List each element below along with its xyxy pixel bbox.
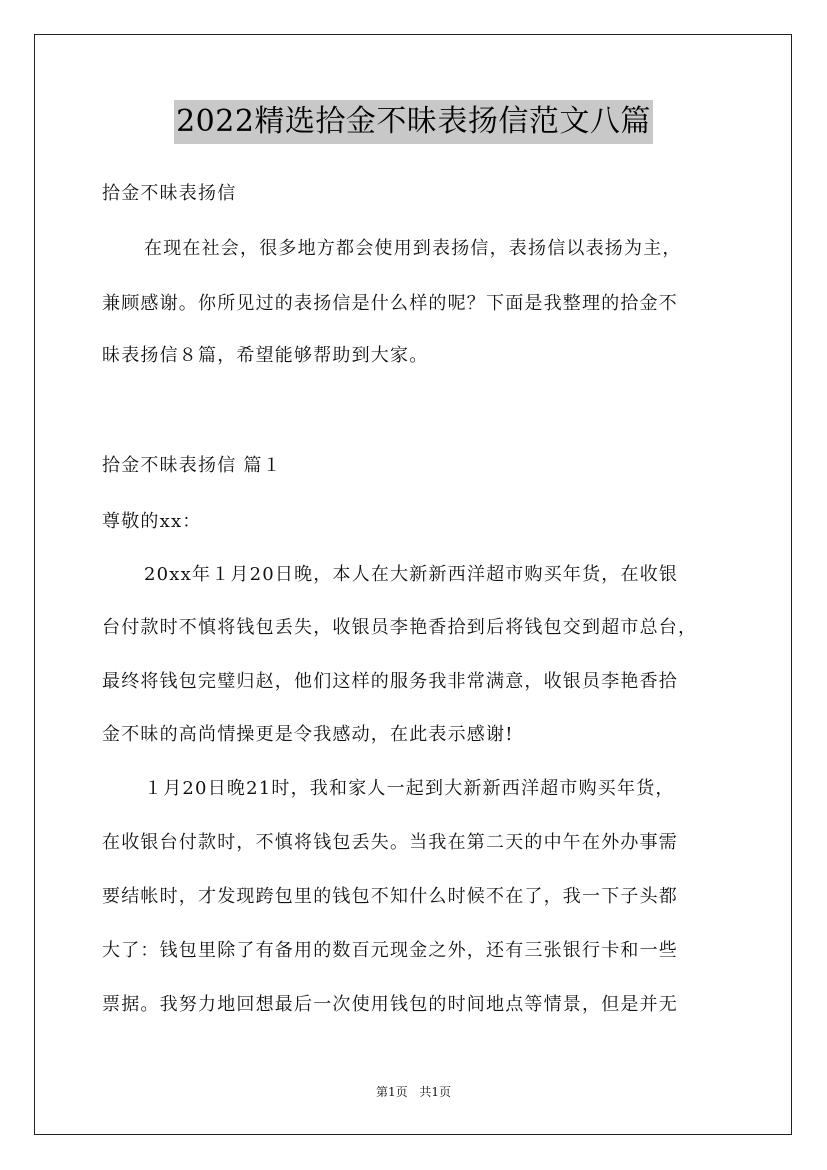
paragraph-line: 台付款时不慎将钱包丢失，收银员李艳香拾到后将钱包交到超市总台，	[102, 617, 698, 638]
letter-heading: 拾金不昧表扬信 篇１	[102, 455, 282, 476]
document-title: 2022精选拾金不昧表扬信范文八篇	[174, 100, 653, 144]
page-number: 第1页	[375, 1085, 408, 1099]
paragraph-line: 金不昧的高尚情操更是令我感动，在此表示感谢!	[102, 724, 514, 745]
paragraph-line: 票据。我努力地回想最后一次使用钱包的时间地点等情景，但是并无	[102, 994, 678, 1015]
paragraph-line: 要结帐时，才发现跨包里的钱包不知什么时候不在了，我一下子头都	[102, 886, 678, 907]
salutation: 尊敬的xx：	[102, 511, 202, 532]
paragraph-line: 最终将钱包完璧归赵，他们这样的服务我非常满意，收银员李艳香拾	[102, 671, 678, 692]
page-total: 共1页	[419, 1085, 452, 1099]
section-heading: 拾金不昧表扬信	[102, 183, 237, 204]
paragraph-line: １月20日晚21时，我和家人一起到大新新西洋超市购买年货，	[144, 778, 675, 799]
title-container	[0, 100, 827, 144]
page-footer	[0, 1083, 827, 1101]
paragraph-line: 兼顾感谢。你所见过的表扬信是什么样的呢？下面是我整理的拾金不	[102, 293, 678, 314]
paragraph-line: 在收银台付款时，不慎将钱包丢失。当我在第二天的中午在外办事需	[102, 832, 678, 853]
paragraph-line: 大了：钱包里除了有备用的数百元现金之外，还有三张银行卡和一些	[102, 940, 678, 961]
paragraph-line: 在现在社会，很多地方都会使用到表扬信，表扬信以表扬为主，	[144, 238, 682, 259]
paragraph-line: 20xx年１月20日晚，本人在大新新西洋超市购买年货，在收银	[144, 564, 679, 585]
paragraph-line: 昧表扬信８篇，希望能够帮助到大家。	[102, 345, 429, 366]
